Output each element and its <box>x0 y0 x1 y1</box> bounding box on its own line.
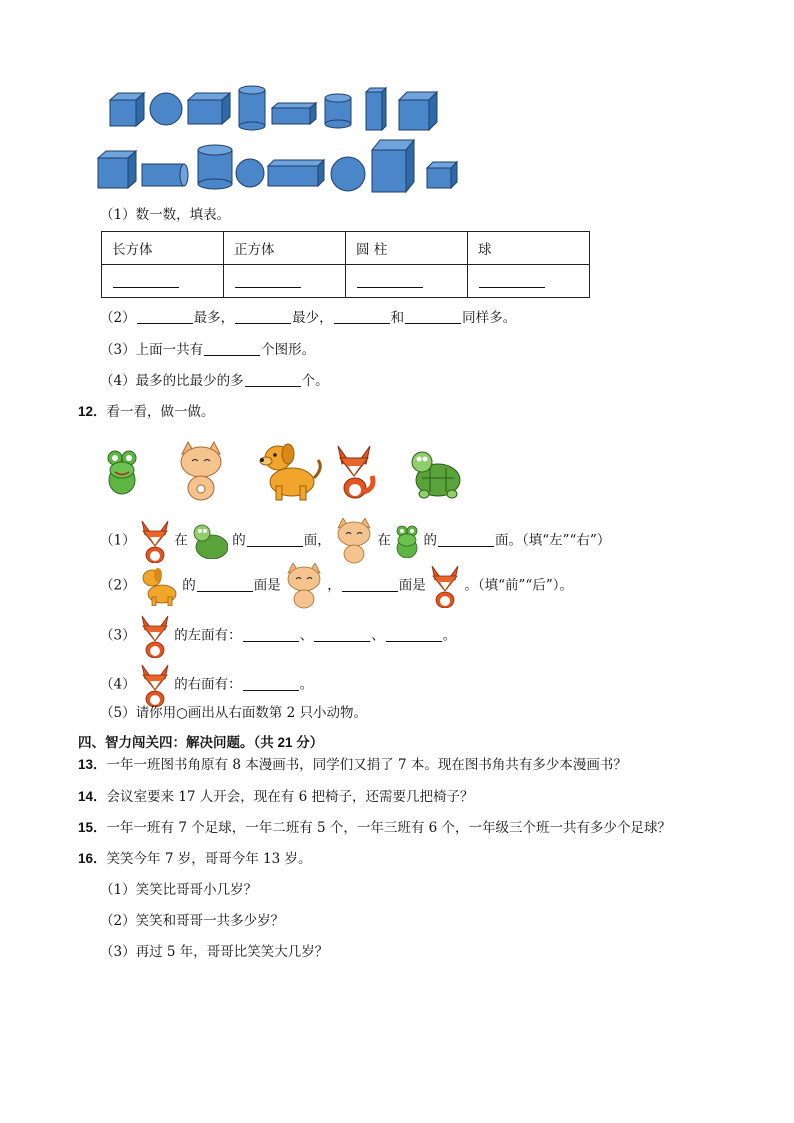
cuboid-shape <box>272 103 316 124</box>
q11-part1: （1）数一数，填表。 <box>100 207 231 223</box>
q12-part4: （4） 的右面有： 。 <box>100 663 313 707</box>
fox-icon <box>338 446 373 498</box>
answer-blank[interactable] <box>247 532 303 547</box>
count-table <box>101 231 590 298</box>
sphere-shape <box>331 157 365 191</box>
q11-part2: （2） 最多， 最少， 和 同样多。 <box>100 310 517 326</box>
header-cube: 正方体 <box>224 232 346 265</box>
cylinder-shape <box>239 86 265 130</box>
fox-icon <box>140 614 170 658</box>
dog-icon <box>140 566 178 606</box>
cuboid-shape <box>268 160 324 186</box>
question-14: 14．会议室要来 17 人开会，现在有 6 把椅子，还需要几把椅子？ <box>78 789 474 805</box>
q11-part4: （4）最多的比最少的多 个。 <box>100 373 329 389</box>
cube-shape <box>427 162 457 188</box>
fox-icon <box>140 519 170 563</box>
answer-blank[interactable] <box>197 577 253 592</box>
question-13: 13．一年一班图书角原有 8 本漫画书，同学们又捐了 7 本。现在图书角共有多少本漫画书？ <box>78 757 627 773</box>
sphere-shape <box>150 93 182 125</box>
answer-blank[interactable] <box>113 273 179 288</box>
cuboid-shape <box>110 93 144 126</box>
cube-shape <box>98 151 136 188</box>
cylinder-shape <box>325 94 351 128</box>
header-cuboid: 长方体 <box>102 232 224 265</box>
q12-part5: （5）请你用○画出从右面数第 2 只小动物。 <box>100 705 368 721</box>
table-header-row <box>102 232 590 265</box>
q16-part1: （1）笑笑比哥哥小几岁？ <box>100 882 258 898</box>
q12-title: 12．看一看，做一做。 <box>78 404 215 420</box>
answer-blank[interactable] <box>314 627 370 642</box>
answer-blank[interactable] <box>235 273 301 288</box>
cylinder-shape <box>142 164 188 186</box>
frog-icon <box>108 451 136 494</box>
q12-part1: （1） 在 的 面， 在 的 面。（填“左”“右”） <box>100 518 610 564</box>
answer-blank[interactable] <box>245 372 301 387</box>
answer-blank[interactable] <box>334 309 390 324</box>
fox-icon <box>430 564 460 608</box>
cuboid-shape <box>366 88 386 130</box>
header-sphere: 球 <box>468 232 590 265</box>
cylinder-shape <box>198 145 232 189</box>
q16-part3: （3）再过 5 年，哥哥比笑笑大几岁？ <box>100 944 329 960</box>
turtle-icon <box>412 452 460 498</box>
q12-part3: （3） 的左面有： 、 、 。 <box>100 614 456 658</box>
frog-icon <box>395 524 419 558</box>
q11-part3: （3）上面一共有 个图形。 <box>100 342 316 358</box>
cat-icon <box>181 442 221 500</box>
q12-part2: （2） 的 面是 ， 面是 。（填“前”“后”）。 <box>100 563 573 609</box>
cuboid-shape <box>188 93 230 124</box>
sphere-shape <box>236 159 264 187</box>
answer-blank[interactable] <box>357 273 423 288</box>
cat-icon <box>335 518 373 564</box>
q16-part2: （2）笑笑和哥哥一共多少岁？ <box>100 913 285 929</box>
header-cylinder: 圆 柱 <box>346 232 468 265</box>
answer-blank[interactable] <box>243 676 299 691</box>
answer-blank[interactable] <box>438 532 494 547</box>
shapes-illustration <box>96 80 476 198</box>
cat-icon <box>285 563 323 609</box>
answer-blank[interactable] <box>342 577 398 592</box>
section-title: 四、智力闯关四：解决问题。（共 21 分） <box>78 735 324 750</box>
table-answer-row <box>102 265 590 298</box>
answer-blank[interactable] <box>243 627 299 642</box>
answer-blank[interactable] <box>405 309 461 324</box>
answer-blank[interactable] <box>479 273 545 288</box>
answer-blank[interactable] <box>386 627 442 642</box>
turtle-icon <box>192 523 228 559</box>
question-16: 16．笑笑今年 7 岁，哥哥今年 13 岁。 <box>78 851 312 867</box>
answer-blank[interactable] <box>204 341 260 356</box>
dog-icon <box>260 444 320 500</box>
animals-row <box>100 440 470 502</box>
answer-blank[interactable] <box>235 309 291 324</box>
answer-blank[interactable] <box>137 309 193 324</box>
cube-shape <box>399 92 437 130</box>
cube-shape <box>372 140 414 192</box>
question-15: 15．一年一班有 7 个足球，一年二班有 5 个，一年三班有 6 个，一年级三个班一共有多少个足球？ <box>78 820 672 836</box>
fox-icon <box>140 663 170 707</box>
